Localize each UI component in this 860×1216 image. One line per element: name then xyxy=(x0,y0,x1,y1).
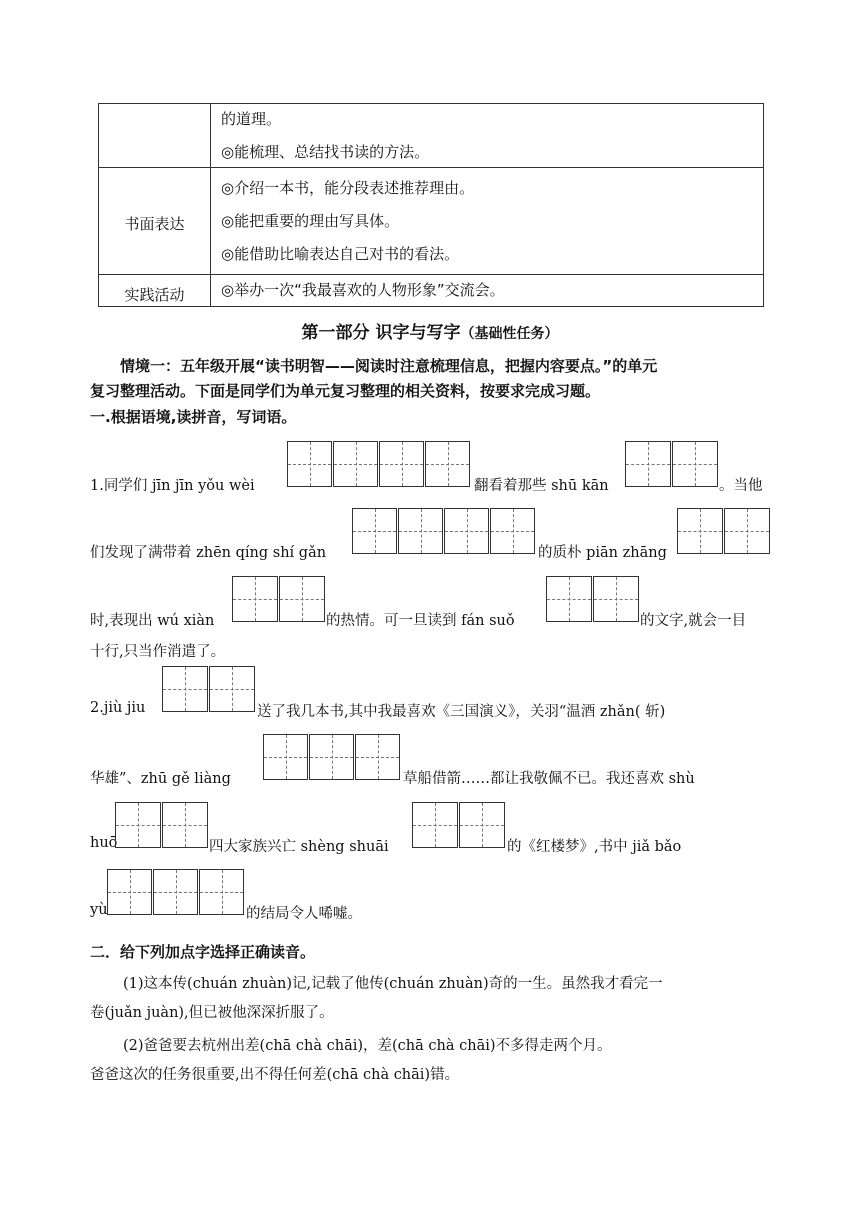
scenario-line-2: 复习整理活动。下面是同学们为单元复习整理的相关资料，按要求完成习题。 xyxy=(90,382,601,400)
table-row-label: 实践活动 xyxy=(124,286,185,304)
grid-box[interactable] xyxy=(333,441,378,487)
question-2-line-1: (2)爸爸要去杭州出差(chā chà chāi)，差(chā chà chāi)不多得走两个月。 xyxy=(123,1038,612,1054)
grid-box[interactable] xyxy=(263,734,308,780)
requirements-table xyxy=(98,103,764,307)
text-segment: 翻看着那些 shū kān xyxy=(474,478,609,494)
answer-grid-jiujiu[interactable] xyxy=(162,666,255,712)
grid-box[interactable] xyxy=(153,869,198,915)
grid-box[interactable] xyxy=(379,441,424,487)
text-segment: 四大家族兴亡 shèng shuāi xyxy=(209,839,389,855)
part-title-sub: （基础性任务） xyxy=(460,326,559,342)
grid-box[interactable] xyxy=(287,441,332,487)
table-row xyxy=(99,168,763,275)
grid-box[interactable] xyxy=(724,508,770,554)
grid-box[interactable] xyxy=(309,734,354,780)
text-line xyxy=(326,609,515,630)
grid-box[interactable] xyxy=(546,576,592,622)
text-segment: yù xyxy=(90,902,108,918)
text-segment: 时,表现出 wú xiàn xyxy=(90,613,215,629)
answer-grid-pianzhang[interactable] xyxy=(677,508,770,554)
scenario-line-1: 情境一：五年级开展“读书明智——阅读时注意梳理信息，把握内容要点。”的单元 xyxy=(120,357,658,375)
text-line xyxy=(640,609,746,630)
text-segment: 的热情。可一旦读到 fán suǒ xyxy=(326,613,515,629)
text-line xyxy=(90,474,255,495)
grid-box[interactable] xyxy=(199,869,244,915)
text-line xyxy=(246,902,362,923)
text-line xyxy=(719,474,763,495)
grid-box[interactable] xyxy=(677,508,723,554)
grid-box[interactable] xyxy=(279,576,325,622)
table-cell-line: 的道理。 xyxy=(221,110,282,128)
text-line xyxy=(90,541,326,562)
grid-box[interactable] xyxy=(162,802,208,848)
text-segment: 2.jiù jiu xyxy=(90,700,146,716)
text-line xyxy=(507,835,681,856)
grid-box[interactable] xyxy=(672,441,718,487)
text-segment: 的文字,就会一目 xyxy=(640,613,747,629)
answer-grid-wuxian[interactable] xyxy=(232,576,325,622)
text-segment: 华雄”、zhū gě liàng xyxy=(90,771,231,787)
text-line xyxy=(538,541,667,562)
table-cell-line: ◎介绍一本书，能分段表述推荐理由。 xyxy=(221,179,475,197)
section-2-title: 二．给下列加点字选择正确读音。 xyxy=(90,943,316,961)
table-row xyxy=(99,104,763,168)
table-cell-line: ◎能把重要的理由写具体。 xyxy=(221,212,400,230)
grid-box[interactable] xyxy=(444,508,489,554)
text-segment: huō xyxy=(90,835,118,851)
grid-box[interactable] xyxy=(352,508,397,554)
grid-box[interactable] xyxy=(355,734,400,780)
answer-grid-zhugeliang[interactable] xyxy=(263,734,400,780)
text-segment: 草船借箭……都让我敬佩不已。我还喜欢 shù xyxy=(403,771,695,787)
answer-grid-shuhuo[interactable] xyxy=(115,802,208,848)
text-segment: 。当他 xyxy=(719,478,763,494)
answer-grid-shengshuai[interactable] xyxy=(412,802,505,848)
answer-grid-jinjinyouwei[interactable] xyxy=(287,441,470,487)
grid-box[interactable] xyxy=(162,666,208,712)
text-line xyxy=(209,835,389,856)
text-segment: 送了我几本书,其中我最喜欢《三国演义》，关羽“温酒 zhǎn( 斩) xyxy=(257,704,666,720)
text-line xyxy=(257,700,665,721)
grid-box[interactable] xyxy=(490,508,535,554)
table-row-label: 书面表达 xyxy=(124,215,185,233)
grid-box[interactable] xyxy=(232,576,278,622)
table-cell-line: ◎能梳理、总结找书读的方法。 xyxy=(221,143,430,161)
grid-box[interactable] xyxy=(398,508,443,554)
answer-grid-fansuo[interactable] xyxy=(546,576,639,622)
text-segment: 十行,只当作消遣了。 xyxy=(90,644,226,660)
question-1-line-2: 卷(juǎn juàn),但已被他深深折服了。 xyxy=(90,1005,334,1021)
table-cell-line: ◎举办一次“我最喜欢的人物形象”交流会。 xyxy=(221,281,505,299)
text-line xyxy=(403,767,695,788)
grid-box[interactable] xyxy=(107,869,152,915)
grid-box[interactable] xyxy=(593,576,639,622)
answer-grid-zhenqingshigan[interactable] xyxy=(352,508,535,554)
grid-box[interactable] xyxy=(459,802,505,848)
text-segment: 的《红楼梦》,书中 jiǎ bǎo xyxy=(507,839,682,855)
text-line xyxy=(90,902,108,918)
text-line xyxy=(90,609,214,630)
text-segment: 们发现了满带着 zhēn qíng shí gǎn xyxy=(90,545,327,561)
text-line xyxy=(90,835,117,851)
section-1-title: 一.根据语境,读拼音，写词语。 xyxy=(90,408,297,426)
question-2-line-2: 爸爸这次的任务很重要,出不得任何差(chā chà chāi)错。 xyxy=(90,1067,460,1083)
grid-box[interactable] xyxy=(115,802,161,848)
table-cell-line: ◎能借助比喻表达自己对书的看法。 xyxy=(221,245,460,263)
grid-box[interactable] xyxy=(209,666,255,712)
text-line xyxy=(90,767,231,788)
text-segment: 的质朴 piān zhāng xyxy=(538,545,667,561)
table-row xyxy=(99,275,763,308)
part-title-main: 第一部分 识字与写字 xyxy=(301,323,461,343)
grid-box[interactable] xyxy=(625,441,671,487)
answer-grid-shukan[interactable] xyxy=(625,441,718,487)
text-line xyxy=(90,640,225,661)
text-line xyxy=(90,700,145,716)
answer-grid-jiabaoyu[interactable] xyxy=(107,869,244,915)
text-line xyxy=(474,474,609,495)
part-title xyxy=(0,318,860,343)
text-segment: 的结局令人唏嘘。 xyxy=(246,906,362,922)
question-1-line-1: (1)这本传(chuán zhuàn)记,记载了他传(chuán zhuàn)奇的一生。虽然我才看完一 xyxy=(123,976,663,992)
grid-box[interactable] xyxy=(412,802,458,848)
text-segment: 1.同学们 jīn jīn yǒu wèi xyxy=(90,478,255,494)
grid-box[interactable] xyxy=(425,441,470,487)
